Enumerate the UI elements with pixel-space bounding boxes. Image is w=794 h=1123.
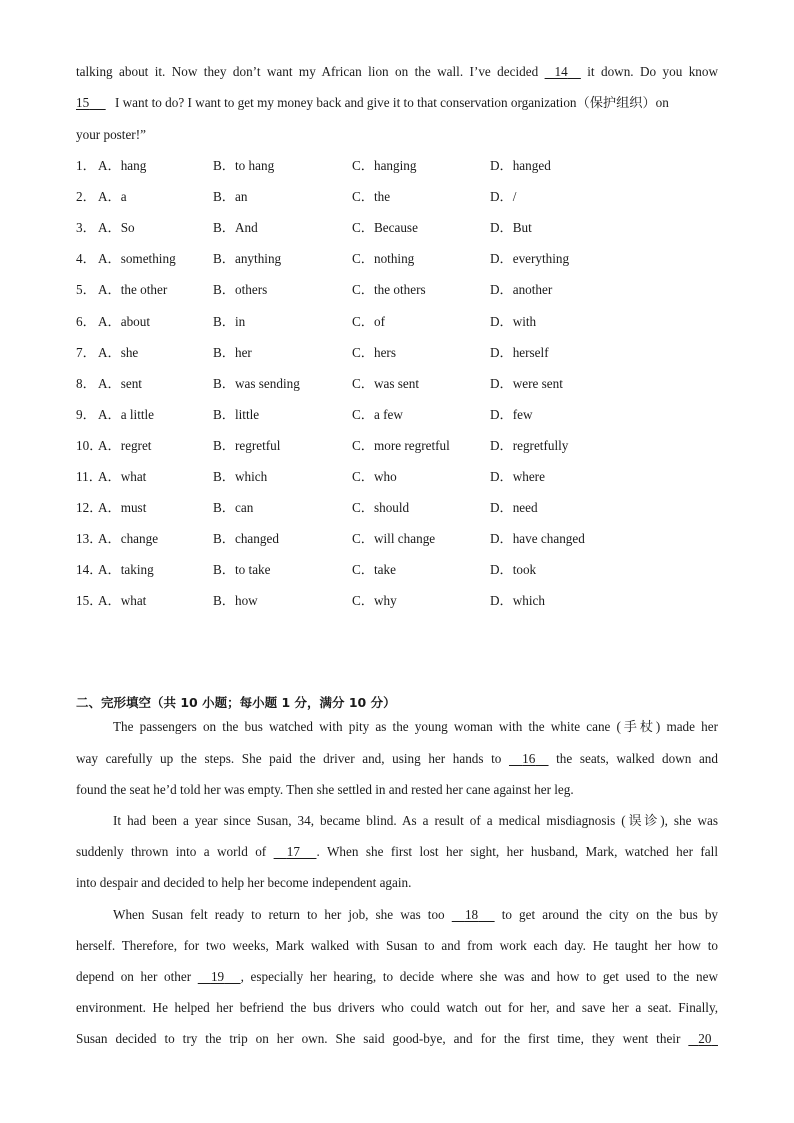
passage-text: into despair and decided to help her become independent again. — [76, 875, 412, 890]
option-a: A．So — [98, 220, 135, 236]
option-a: A．must — [98, 500, 147, 516]
passage-line — [76, 750, 718, 768]
passage-line — [113, 812, 718, 830]
question-number: 10． — [76, 437, 103, 453]
question-number: 1． — [76, 158, 96, 173]
passage-text: to get around the city on the bus by — [501, 907, 719, 922]
passage-text: environment. He helped her befriend the bus drivers who could watch out for her, and save her a seat. Finally, — [76, 1000, 718, 1015]
option-c: C．more regretful — [352, 437, 450, 453]
option-b: B．changed — [213, 531, 279, 547]
passage-text: It had been a year since Susan, 34, became blind. As a result of a medical misdiagnosis (误诊), she was — [113, 813, 718, 828]
blank-18 — [452, 906, 495, 924]
option-c: C．of — [352, 313, 385, 329]
option-a: A．a little — [98, 406, 155, 422]
option-b: B．little — [213, 406, 260, 422]
passage-text: talking about it. Now they don’t want my African lion on the wall. I’ve decided — [76, 64, 539, 79]
option-d: D．where — [490, 469, 545, 484]
option-b: B．And — [213, 220, 258, 236]
option-a: A．regret — [98, 437, 152, 453]
option-c: C．take — [352, 562, 396, 578]
passage-text: your poster!” — [76, 127, 146, 142]
passage-text: I want to do? I want to get my money back and give it to that conservation organization（保护组织）on — [114, 95, 669, 110]
passage-text: found the seat he’d told her was empty. Then she settled in and rested her cane against her leg. — [76, 782, 574, 797]
option-b: B．was sending — [213, 375, 300, 391]
passage-text: depend on her other — [76, 969, 192, 984]
option-b: B．can — [213, 500, 254, 516]
option-d: D．another — [490, 282, 553, 298]
option-a: A．sent — [98, 375, 142, 391]
passage-line — [76, 94, 718, 112]
blank-14 — [545, 63, 581, 81]
option-b: B．to hang — [213, 158, 275, 173]
option-b: B．how — [213, 593, 258, 609]
passage-text: herself. Therefore, for two weeks, Mark walked with Susan to and from work each day. He taught her how to — [76, 938, 718, 953]
option-a: A．something — [98, 251, 176, 267]
option-d: D．everything — [490, 251, 570, 267]
option-a: A．hang — [98, 158, 147, 173]
blank-number: 20 — [698, 1031, 712, 1046]
question-number: 8． — [76, 375, 96, 391]
passage-text: Susan decided to try the trip on her own. She said good-bye, and for the first time, they went their — [76, 1031, 681, 1046]
passage-line — [76, 937, 718, 955]
option-c: C．who — [352, 469, 397, 484]
option-c: C．Because — [352, 220, 418, 236]
section-heading: 二、完形填空（共 10 小题；每小题 1 分，满分 10 分） — [76, 695, 396, 710]
option-c: C．hers — [352, 344, 396, 360]
option-a: A．what — [98, 469, 147, 484]
option-c: C．hanging — [352, 158, 417, 173]
option-d: D．/ — [490, 189, 517, 205]
passage-text: it down. Do you know — [587, 64, 719, 79]
question-number: 15． — [76, 593, 103, 609]
option-c: C．should — [352, 500, 410, 516]
option-a: A．taking — [98, 562, 154, 578]
question-number: 5． — [76, 282, 96, 298]
question-number: 3． — [76, 220, 96, 236]
passage-text: way carefully up the steps. She paid the driver and, using her hands to — [76, 751, 502, 766]
option-c: C．why — [352, 593, 397, 609]
option-b: B．anything — [213, 251, 282, 267]
option-d: D．with — [490, 313, 537, 329]
option-d: D．few — [490, 406, 533, 422]
option-a: A．what — [98, 593, 147, 609]
option-b: B．in — [213, 313, 246, 329]
question-number: 7． — [76, 344, 96, 360]
passage-line — [76, 1030, 718, 1048]
blank-17 — [274, 843, 317, 861]
blank-19 — [198, 968, 241, 986]
passage-text: suddenly thrown into a world of — [76, 844, 267, 859]
option-d: D．which — [490, 593, 545, 609]
blank-number: 19 — [210, 969, 225, 984]
passage-line — [76, 999, 718, 1017]
passage-text: . When she first lost her sight, her husband, Mark, watched her fall — [316, 844, 718, 859]
blank-number: 17 — [286, 844, 300, 859]
blank-20 — [688, 1030, 718, 1048]
option-b: B．her — [213, 344, 252, 360]
option-d: D．have changed — [490, 531, 585, 547]
question-number: 14． — [76, 562, 103, 578]
option-d: D．But — [490, 220, 532, 236]
passage-text: The passengers on the bus watched with pity as the young woman with the white cane (手杖) made her — [113, 719, 718, 734]
option-d: D．need — [490, 500, 538, 516]
option-a: A．she — [98, 344, 139, 360]
passage-line — [76, 968, 718, 986]
option-d: D．herself — [490, 344, 549, 360]
option-b: B．regretful — [213, 437, 281, 453]
option-b: B．which — [213, 469, 268, 484]
passage-line — [113, 906, 718, 924]
option-a: A．about — [98, 313, 151, 329]
passage-line — [76, 874, 718, 892]
option-a: A．a — [98, 189, 127, 205]
blank-number: 14 — [554, 64, 568, 79]
blank-15 — [76, 94, 106, 112]
option-a: A．change — [98, 531, 159, 547]
option-c: C．the others — [352, 282, 426, 298]
option-c: C．nothing — [352, 251, 415, 267]
option-d: D．were sent — [490, 375, 563, 391]
option-c: C．will change — [352, 531, 436, 547]
option-a: A．the other — [98, 282, 168, 298]
passage-line — [76, 843, 718, 861]
passage-text: , especially her hearing, to decide where she was and how to get used to the new — [240, 969, 719, 984]
question-number: 11． — [76, 469, 102, 484]
option-b: B．others — [213, 282, 268, 298]
option-c: C．was sent — [352, 375, 420, 391]
passage-line — [76, 126, 718, 144]
question-number: 4． — [76, 251, 96, 267]
question-number: 6． — [76, 313, 96, 329]
option-d: D．hanged — [490, 158, 551, 173]
blank-number: 16 — [522, 751, 536, 766]
passage-line — [113, 718, 718, 736]
passage-text: When Susan felt ready to return to her job, she was too — [113, 907, 445, 922]
question-number: 13． — [76, 531, 103, 547]
blank-16 — [509, 750, 549, 768]
option-d: D．regretfully — [490, 437, 569, 453]
passage-line — [76, 781, 718, 799]
blank-number: 18 — [464, 907, 479, 922]
option-d: D．took — [490, 562, 537, 578]
passage-text: the seats, walked down and — [556, 751, 718, 766]
question-number: 2． — [76, 189, 96, 205]
question-number: 12． — [76, 500, 103, 516]
option-b: B．an — [213, 189, 248, 205]
option-c: C．the — [352, 189, 391, 205]
question-number: 9． — [76, 406, 96, 422]
option-b: B．to take — [213, 562, 271, 578]
passage-line — [76, 63, 718, 81]
blank-number: 15 — [76, 95, 90, 110]
option-c: C．a few — [352, 406, 403, 422]
